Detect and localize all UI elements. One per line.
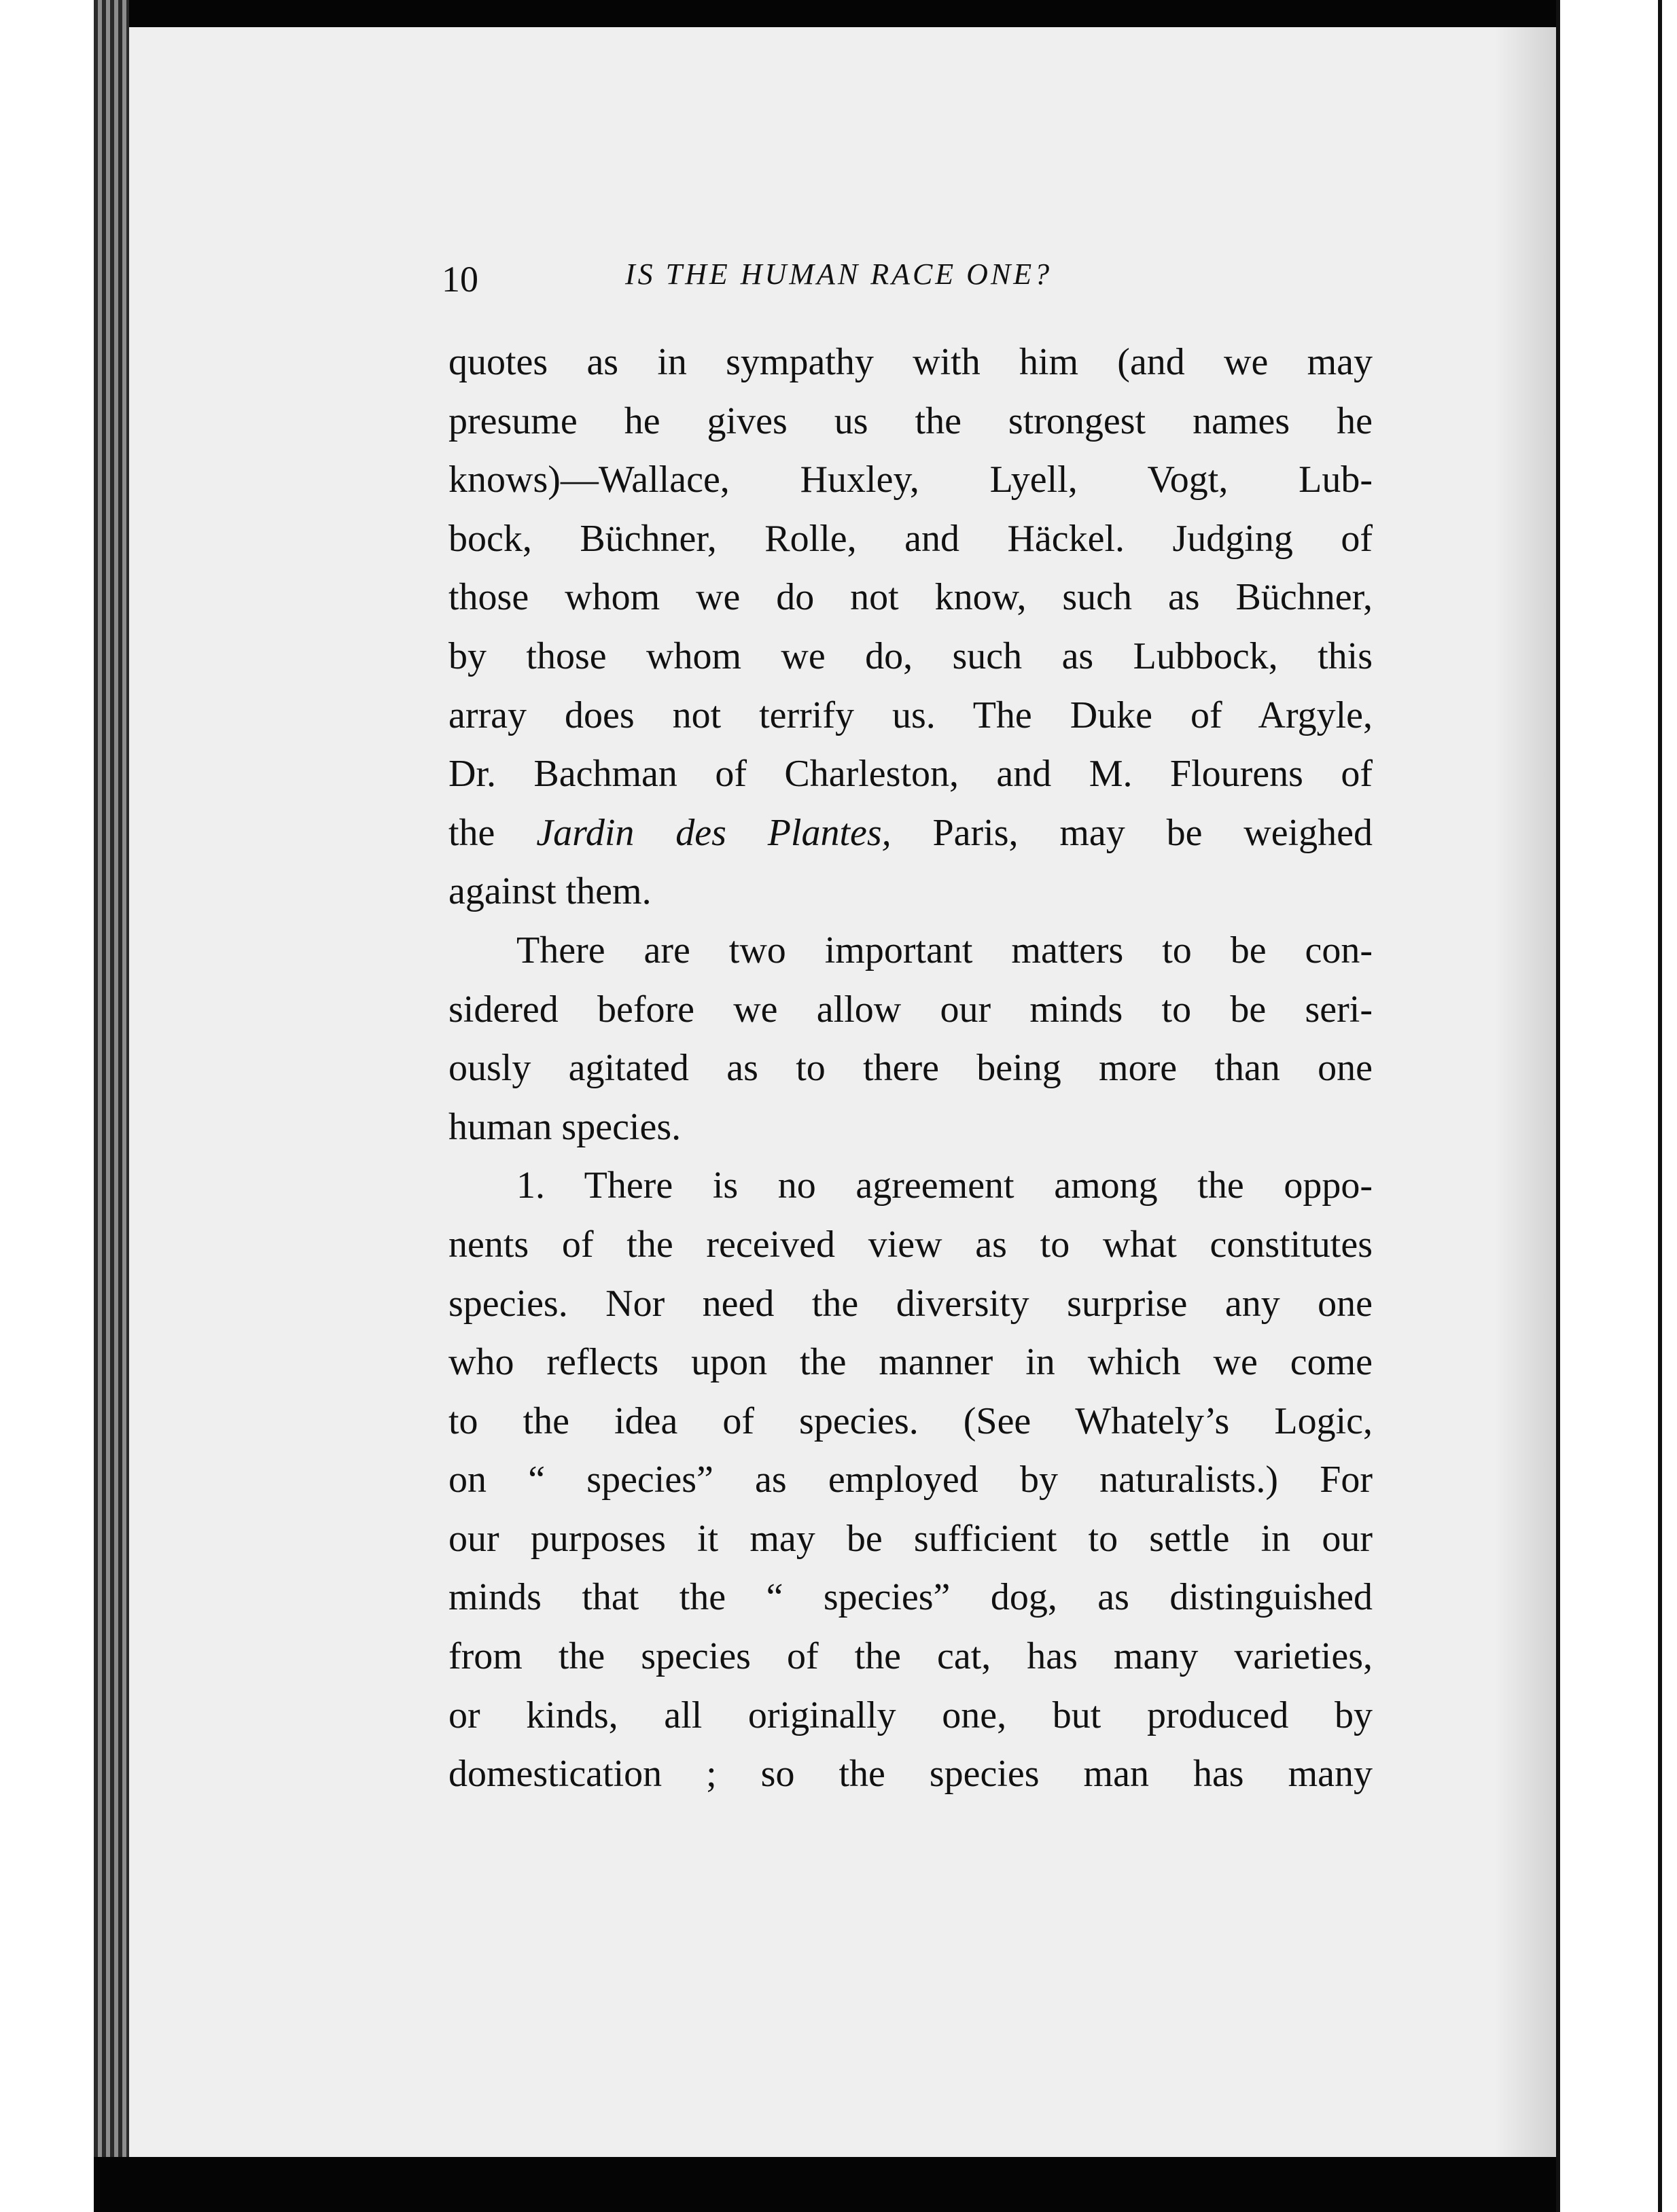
text-line: domestication ; so the species man has many — [448, 1753, 1373, 1796]
text-line: on “ species” as employed by naturalists.) For — [448, 1459, 1373, 1501]
text-line: array does not terrify us. The Duke of Argyle, — [448, 694, 1373, 736]
text-line: to the idea of species. (See Whately’s Logic, — [448, 1399, 1373, 1442]
text-line: who reflects upon the manner in which we come — [448, 1341, 1373, 1384]
gutter-shadow — [1495, 27, 1556, 2157]
text-line: those whom we do not know, such as Büchner, — [448, 576, 1373, 619]
text-fragment: the — [448, 811, 537, 854]
text-line: human species. — [448, 1105, 682, 1148]
text-line: minds that the “ species” dog, as distinguished — [448, 1576, 1373, 1619]
text-line: nents of the received view as to what constitutes — [448, 1223, 1373, 1266]
text-line: or kinds, all originally one, but produced by — [448, 1694, 1373, 1736]
italic-title: Jardin des Plantes, — [536, 811, 892, 854]
text-line: ously agitated as to there being more than one — [448, 1047, 1373, 1090]
text-line: by those whom we do, such as Lubbock, this — [448, 635, 1373, 677]
paragraph-first-line: 1. There is no agreement among the oppo- — [516, 1164, 1373, 1207]
page-number: 10 — [442, 259, 478, 300]
text-line: presume he gives us the strongest names he — [448, 399, 1373, 442]
text-line: sidered before we allow our minds to be seri- — [448, 988, 1373, 1031]
book-page-edges — [94, 0, 129, 2212]
body-text — [448, 333, 1373, 1804]
text-line: bock, Büchner, Rolle, and Häckel. Judging of — [448, 517, 1373, 560]
text-line: Dr. Bachman of Charleston, and M. Flourens of — [448, 753, 1373, 796]
text-line: quotes as in sympathy with him (and we may — [448, 341, 1373, 383]
text-line: knows)—Wallace, Huxley, Lyell, Vogt, Lub- — [448, 459, 1373, 501]
paragraph-first-line: There are two important matters to be con- — [516, 929, 1373, 971]
text-fragment: Paris, may be weighed — [891, 811, 1373, 854]
book-edge-bottom — [94, 2157, 1589, 2212]
facing-page-edge — [1556, 0, 1677, 2212]
text-line: species. Nor need the diversity surprise any one — [448, 1282, 1373, 1325]
text-line-with-italic — [448, 804, 1373, 863]
text-line: our purposes it may be sufficient to settle in our — [448, 1517, 1373, 1560]
text-line: against them. — [448, 870, 652, 913]
text-line: from the species of the cat, has many varieties, — [448, 1635, 1373, 1678]
running-title: IS THE HUMAN RACE ONE? — [625, 257, 1053, 291]
book-edge-top — [94, 0, 1589, 27]
